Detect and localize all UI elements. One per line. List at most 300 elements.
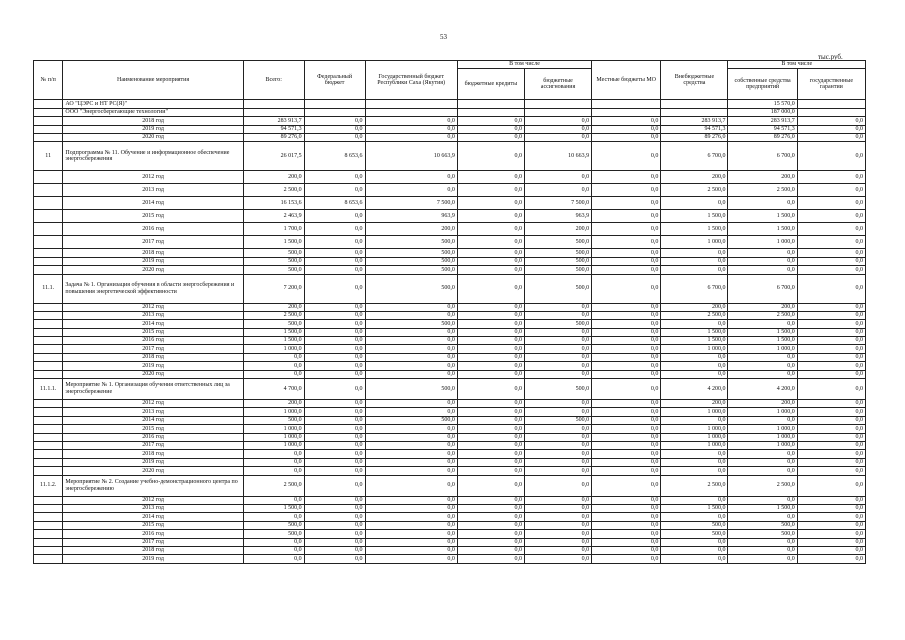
cell-value: 0,0 (304, 504, 365, 512)
cell-value: 0,0 (304, 467, 365, 475)
cell-value: 0,0 (457, 266, 524, 274)
row-name: 2012 год (63, 171, 243, 184)
cell-value: 0,0 (592, 303, 661, 311)
cell-value: 0,0 (661, 257, 728, 265)
row-name: 2018 год (63, 546, 243, 554)
cell-value: 0,0 (365, 303, 457, 311)
cell-value: 0,0 (524, 400, 591, 408)
table-row (34, 320, 866, 328)
row-name: Задача № 1. Организация обучения в области энергосбережения и повышения энергетической эффективности (63, 274, 243, 303)
cell-value: 16 153,6 (243, 197, 304, 210)
table-row (34, 142, 866, 171)
cell-value: 0,0 (592, 133, 661, 141)
table-row (34, 458, 866, 466)
table-row (34, 184, 866, 197)
cell-value: 0,0 (457, 475, 524, 496)
cell-value: 0,0 (661, 370, 728, 378)
cell-value: 0,0 (728, 249, 797, 257)
cell-value: 0,0 (524, 408, 591, 416)
cell-value: 0,0 (661, 496, 728, 504)
row-name: Подпрограмма № 11. Обучение и информационное обеспечение энергосбережения (63, 142, 243, 171)
cell-value: 500,0 (365, 266, 457, 274)
units-label: тыс.руб. (818, 53, 843, 61)
cell-value: 500,0 (524, 257, 591, 265)
cell-value: 0,0 (797, 441, 865, 449)
cell-value: 0,0 (661, 538, 728, 546)
table-row (34, 236, 866, 249)
cell-value: 0,0 (365, 441, 457, 449)
header-extra: Внебюджетные средства (661, 61, 728, 100)
cell-value: 0,0 (728, 555, 797, 563)
table-row (34, 513, 866, 521)
row-name: 2013 год (63, 504, 243, 512)
cell-value: 0,0 (797, 458, 865, 466)
row-name: ООО "Энергосберегающие технологии" (63, 108, 243, 116)
cell-value: 500,0 (524, 236, 591, 249)
cell-value: 0,0 (797, 425, 865, 433)
table-row (34, 450, 866, 458)
row-name: 2016 год (63, 433, 243, 441)
row-name: 2014 год (63, 416, 243, 424)
row-number (34, 425, 63, 433)
table-row (34, 249, 866, 257)
cell-value: 0,0 (243, 450, 304, 458)
table-row (34, 504, 866, 512)
cell-value (365, 108, 457, 116)
cell-value: 1 500,0 (728, 504, 797, 512)
table-row (34, 546, 866, 554)
cell-value: 1 000,0 (243, 433, 304, 441)
row-name: АО "ЦЭРС и НТ РС(Я)" (63, 100, 243, 108)
cell-value: 7 500,0 (524, 197, 591, 210)
cell-value (457, 100, 524, 108)
cell-value: 0,0 (592, 362, 661, 370)
table-row (34, 400, 866, 408)
cell-value: 0,0 (457, 408, 524, 416)
cell-value: 0,0 (304, 546, 365, 554)
cell-value: 7 500,0 (365, 197, 457, 210)
cell-value: 0,0 (457, 521, 524, 529)
row-number (34, 133, 63, 141)
row-name: 2020 год (63, 266, 243, 274)
cell-value: 0,0 (457, 236, 524, 249)
cell-value: 0,0 (457, 210, 524, 223)
cell-value: 0,0 (457, 530, 524, 538)
cell-value: 0,0 (304, 458, 365, 466)
cell-value (524, 100, 591, 108)
cell-value: 1 000,0 (661, 408, 728, 416)
cell-value: 500,0 (661, 521, 728, 529)
cell-value: 0,0 (457, 311, 524, 319)
cell-value: 0,0 (592, 236, 661, 249)
cell-value: 500,0 (524, 266, 591, 274)
cell-value: 0,0 (661, 197, 728, 210)
header-state: Государственный бюджет Республики Саха (Якутия) (365, 61, 457, 100)
cell-value: 500,0 (243, 257, 304, 265)
cell-value: 0,0 (592, 433, 661, 441)
row-number (34, 303, 63, 311)
row-name: 2017 год (63, 441, 243, 449)
row-name: 2017 год (63, 345, 243, 353)
cell-value: 0,0 (457, 274, 524, 303)
cell-value: 0,0 (797, 513, 865, 521)
row-number: 11 (34, 142, 63, 171)
cell-value: 1 000,0 (661, 433, 728, 441)
cell-value: 0,0 (304, 353, 365, 361)
table-row (34, 425, 866, 433)
table-row (34, 467, 866, 475)
row-number: 11.1.2. (34, 475, 63, 496)
cell-value: 0,0 (457, 555, 524, 563)
cell-value: 0,0 (728, 353, 797, 361)
cell-value: 0,0 (457, 362, 524, 370)
table-row (34, 171, 866, 184)
row-name: 2015 год (63, 210, 243, 223)
cell-value: 0,0 (304, 311, 365, 319)
cell-value: 0,0 (661, 450, 728, 458)
table-row (34, 266, 866, 274)
row-number (34, 546, 63, 554)
cell-value: 0,0 (365, 467, 457, 475)
cell-value: 0,0 (524, 303, 591, 311)
cell-value: 0,0 (797, 171, 865, 184)
header-guar: государственные гарантии (797, 69, 865, 100)
cell-value: 6 700,0 (661, 142, 728, 171)
cell-value: 0,0 (365, 458, 457, 466)
cell-value: 0,0 (524, 117, 591, 125)
table-body (34, 100, 866, 563)
row-number: 11.1. (34, 274, 63, 303)
row-number (34, 345, 63, 353)
cell-value: 0,0 (797, 257, 865, 265)
cell-value: 0,0 (592, 257, 661, 265)
table-row (34, 362, 866, 370)
table-row (34, 521, 866, 529)
cell-value (661, 100, 728, 108)
cell-value: 0,0 (797, 197, 865, 210)
cell-value: 15 570,0 (728, 100, 797, 108)
cell-value: 0,0 (524, 353, 591, 361)
table-row (34, 555, 866, 563)
cell-value: 0,0 (365, 538, 457, 546)
row-number (34, 311, 63, 319)
cell-value: 1 500,0 (243, 328, 304, 336)
cell-value: 0,0 (457, 458, 524, 466)
cell-value: 0,0 (797, 274, 865, 303)
table-row (34, 223, 866, 236)
budget-table (33, 60, 866, 564)
cell-value: 89 276,0 (728, 133, 797, 141)
table-row (34, 210, 866, 223)
row-number (34, 416, 63, 424)
cell-value: 0,0 (592, 458, 661, 466)
cell-value: 0,0 (592, 249, 661, 257)
cell-value: 2 500,0 (661, 475, 728, 496)
cell-value: 0,0 (365, 433, 457, 441)
cell-value: 1 500,0 (661, 504, 728, 512)
cell-value: 0,0 (243, 555, 304, 563)
cell-value: 0,0 (592, 538, 661, 546)
cell-value: 0,0 (304, 236, 365, 249)
cell-value: 0,0 (524, 184, 591, 197)
cell-value: 0,0 (797, 353, 865, 361)
cell-value: 0,0 (728, 513, 797, 521)
cell-value: 200,0 (728, 400, 797, 408)
table-row (34, 133, 866, 141)
cell-value: 500,0 (365, 257, 457, 265)
cell-value: 0,0 (592, 400, 661, 408)
cell-value: 0,0 (304, 416, 365, 424)
cell-value: 0,0 (592, 210, 661, 223)
cell-value: 10 663,9 (524, 142, 591, 171)
cell-value: 7 200,0 (243, 274, 304, 303)
row-name: 2015 год (63, 328, 243, 336)
cell-value: 0,0 (457, 133, 524, 141)
cell-value: 0,0 (592, 425, 661, 433)
cell-value: 0,0 (592, 441, 661, 449)
cell-value: 0,0 (365, 117, 457, 125)
cell-value: 0,0 (457, 467, 524, 475)
cell-value: 500,0 (243, 320, 304, 328)
cell-value: 0,0 (304, 210, 365, 223)
cell-value: 0,0 (728, 197, 797, 210)
cell-value: 0,0 (304, 441, 365, 449)
cell-value: 0,0 (365, 521, 457, 529)
cell-value: 0,0 (524, 171, 591, 184)
row-number (34, 249, 63, 257)
header-incl-2: В том числе (728, 61, 866, 69)
cell-value: 1 000,0 (728, 425, 797, 433)
cell-value: 0,0 (365, 425, 457, 433)
cell-value: 0,0 (457, 197, 524, 210)
cell-value: 0,0 (457, 379, 524, 400)
row-number (34, 171, 63, 184)
row-name: 2013 год (63, 184, 243, 197)
cell-value: 0,0 (304, 249, 365, 257)
cell-value: 0,0 (524, 496, 591, 504)
cell-value: 0,0 (365, 184, 457, 197)
cell-value: 0,0 (304, 450, 365, 458)
cell-value: 0,0 (304, 345, 365, 353)
cell-value: 500,0 (365, 236, 457, 249)
cell-value: 0,0 (797, 521, 865, 529)
cell-value: 0,0 (797, 337, 865, 345)
cell-value: 89 276,0 (661, 133, 728, 141)
cell-value: 1 500,0 (728, 328, 797, 336)
cell-value: 4 700,0 (243, 379, 304, 400)
row-number (34, 210, 63, 223)
cell-value (592, 100, 661, 108)
cell-value: 6 700,0 (728, 274, 797, 303)
cell-value: 500,0 (365, 320, 457, 328)
cell-value: 0,0 (524, 521, 591, 529)
cell-value: 0,0 (661, 266, 728, 274)
cell-value: 1 700,0 (243, 223, 304, 236)
cell-value: 1 000,0 (728, 441, 797, 449)
row-number (34, 521, 63, 529)
cell-value: 0,0 (661, 362, 728, 370)
cell-value: 0,0 (524, 425, 591, 433)
cell-value: 1 500,0 (661, 337, 728, 345)
cell-value: 0,0 (365, 504, 457, 512)
header-assign: бюджетные ассигнования (524, 69, 591, 100)
cell-value: 0,0 (661, 458, 728, 466)
cell-value: 0,0 (304, 223, 365, 236)
cell-value (365, 100, 457, 108)
cell-value: 0,0 (304, 379, 365, 400)
cell-value: 0,0 (457, 370, 524, 378)
cell-value: 0,0 (304, 117, 365, 125)
table-row (34, 108, 866, 116)
cell-value: 0,0 (243, 370, 304, 378)
table-row (34, 433, 866, 441)
cell-value: 1 500,0 (661, 328, 728, 336)
cell-value: 0,0 (592, 504, 661, 512)
cell-value: 0,0 (797, 538, 865, 546)
cell-value: 2 500,0 (243, 184, 304, 197)
cell-value: 0,0 (365, 370, 457, 378)
cell-value: 0,0 (365, 345, 457, 353)
cell-value: 0,0 (524, 311, 591, 319)
cell-value: 500,0 (243, 266, 304, 274)
cell-value: 0,0 (797, 530, 865, 538)
cell-value: 0,0 (797, 311, 865, 319)
row-number (34, 408, 63, 416)
cell-value: 0,0 (592, 521, 661, 529)
cell-value: 0,0 (457, 223, 524, 236)
header-federal: Федеральный бюджет (304, 61, 365, 100)
cell-value: 0,0 (728, 266, 797, 274)
cell-value: 1 000,0 (243, 408, 304, 416)
header-own: собственные средства предприятий (728, 69, 797, 100)
table-row (34, 337, 866, 345)
cell-value: 0,0 (797, 236, 865, 249)
cell-value: 500,0 (524, 379, 591, 400)
cell-value: 1 000,0 (661, 236, 728, 249)
cell-value: 0,0 (797, 249, 865, 257)
cell-value: 0,0 (304, 125, 365, 133)
cell-value: 0,0 (661, 416, 728, 424)
cell-value: 0,0 (243, 513, 304, 521)
cell-value (797, 100, 865, 108)
cell-value: 0,0 (797, 210, 865, 223)
cell-value: 0,0 (457, 184, 524, 197)
row-number: 11.1.1. (34, 379, 63, 400)
cell-value: 0,0 (457, 171, 524, 184)
cell-value: 0,0 (304, 408, 365, 416)
cell-value: 1 000,0 (243, 345, 304, 353)
row-name: 2012 год (63, 400, 243, 408)
row-number (34, 108, 63, 116)
cell-value: 4 200,0 (728, 379, 797, 400)
row-number (34, 504, 63, 512)
table-row (34, 125, 866, 133)
cell-value: 0,0 (592, 125, 661, 133)
cell-value: 0,0 (243, 458, 304, 466)
cell-value: 1 000,0 (243, 425, 304, 433)
cell-value: 0,0 (728, 538, 797, 546)
row-name: 2019 год (63, 555, 243, 563)
cell-value (661, 108, 728, 116)
cell-value: 0,0 (365, 546, 457, 554)
cell-value: 0,0 (592, 408, 661, 416)
cell-value: 0,0 (524, 337, 591, 345)
cell-value: 0,0 (592, 555, 661, 563)
cell-value: 0,0 (592, 353, 661, 361)
row-number (34, 257, 63, 265)
cell-value: 0,0 (524, 546, 591, 554)
cell-value: 1 500,0 (661, 210, 728, 223)
cell-value: 0,0 (592, 171, 661, 184)
cell-value: 500,0 (243, 530, 304, 538)
cell-value: 94 571,3 (728, 125, 797, 133)
cell-value: 10 663,9 (365, 142, 457, 171)
row-name: 2013 год (63, 408, 243, 416)
cell-value: 0,0 (457, 400, 524, 408)
cell-value: 0,0 (365, 400, 457, 408)
row-number (34, 496, 63, 504)
cell-value: 0,0 (797, 467, 865, 475)
header-no: № п/п (34, 61, 63, 100)
cell-value: 1 500,0 (243, 504, 304, 512)
table-row (34, 441, 866, 449)
row-name: 2020 год (63, 467, 243, 475)
cell-value: 1 000,0 (243, 441, 304, 449)
table-row (34, 475, 866, 496)
cell-value: 0,0 (304, 555, 365, 563)
cell-value: 0,0 (457, 303, 524, 311)
cell-value: 0,0 (365, 337, 457, 345)
cell-value: 94 571,3 (661, 125, 728, 133)
cell-value: 0,0 (243, 496, 304, 504)
cell-value: 0,0 (365, 408, 457, 416)
cell-value: 0,0 (365, 133, 457, 141)
cell-value: 200,0 (524, 223, 591, 236)
row-number (34, 320, 63, 328)
cell-value (243, 100, 304, 108)
cell-value: 0,0 (457, 249, 524, 257)
table-row (34, 328, 866, 336)
cell-value: 2 500,0 (728, 311, 797, 319)
row-number (34, 100, 63, 108)
header-local: Местные бюджеты МО (592, 61, 661, 100)
cell-value: 0,0 (365, 496, 457, 504)
cell-value: 500,0 (524, 320, 591, 328)
cell-value: 0,0 (457, 538, 524, 546)
row-name: 2012 год (63, 303, 243, 311)
row-number (34, 266, 63, 274)
cell-value: 0,0 (304, 433, 365, 441)
cell-value: 0,0 (243, 467, 304, 475)
cell-value: 0,0 (797, 328, 865, 336)
cell-value: 0,0 (524, 475, 591, 496)
header-incl-1: В том числе (457, 61, 591, 69)
cell-value: 0,0 (243, 546, 304, 554)
cell-value: 0,0 (592, 223, 661, 236)
cell-value (797, 108, 865, 116)
cell-value: 0,0 (797, 504, 865, 512)
cell-value: 0,0 (797, 303, 865, 311)
row-name: 2019 год (63, 125, 243, 133)
cell-value: 0,0 (304, 400, 365, 408)
cell-value: 0,0 (728, 496, 797, 504)
cell-value: 0,0 (728, 458, 797, 466)
cell-value: 0,0 (457, 416, 524, 424)
row-name: 2018 год (63, 249, 243, 257)
cell-value: 500,0 (243, 416, 304, 424)
cell-value: 963,9 (524, 210, 591, 223)
row-number (34, 328, 63, 336)
